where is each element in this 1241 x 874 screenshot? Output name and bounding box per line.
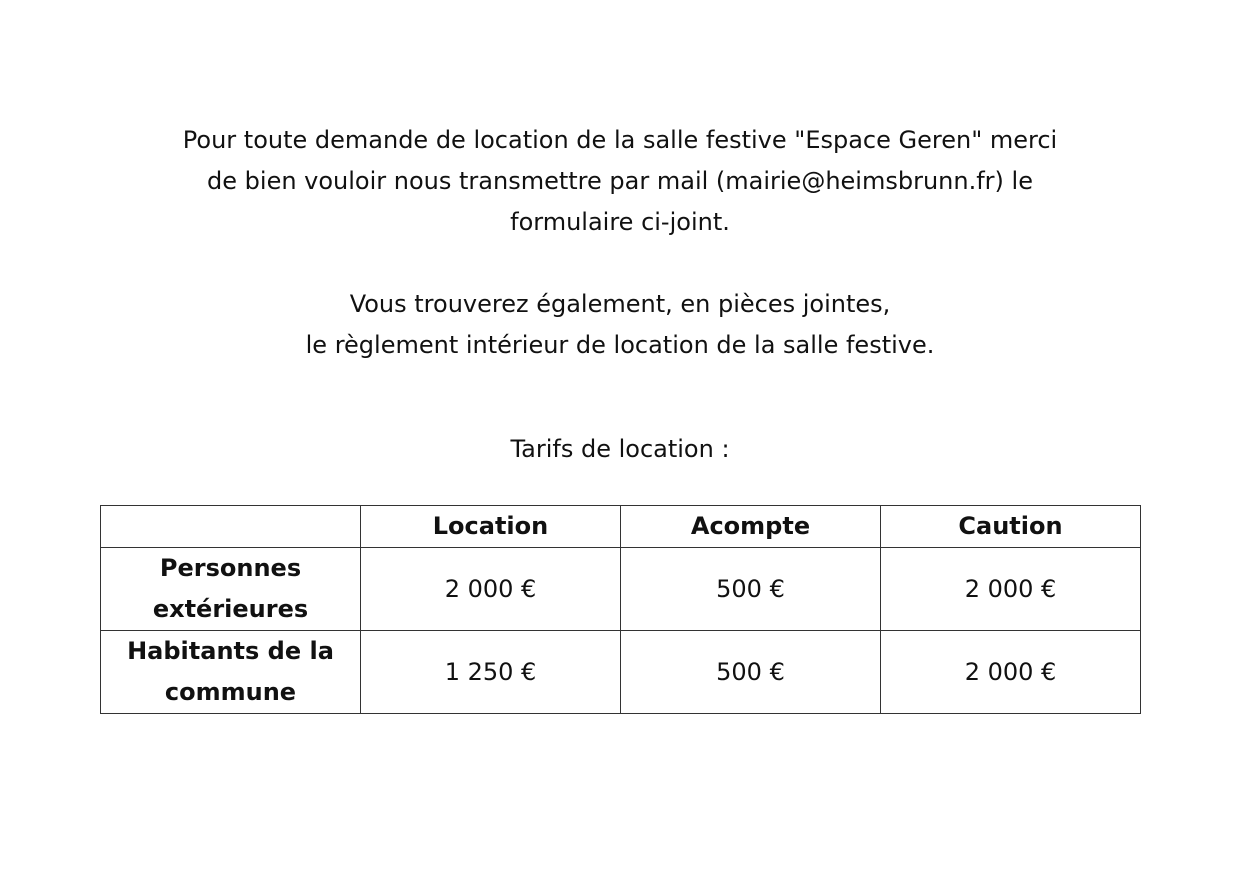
header-location: Location — [361, 506, 621, 548]
intro-line: Vous trouverez également, en pièces jointes, — [349, 290, 891, 318]
header-empty — [101, 506, 361, 548]
header-acompte: Acompte — [621, 506, 881, 548]
table-row — [101, 631, 1141, 714]
intro-line: Pour toute demande de location de la salle festive "Espace Geren" merci — [182, 126, 1058, 154]
cell-location: 1 250 € — [361, 631, 621, 714]
intro-text — [100, 120, 1140, 366]
tarifs-title: Tarifs de location : — [510, 435, 730, 463]
table-header-row — [101, 506, 1141, 548]
cell-caution: 2 000 € — [881, 548, 1141, 631]
tarifs-table — [100, 505, 1141, 714]
header-caution: Caution — [881, 506, 1141, 548]
intro-line: le règlement intérieur de location de la salle festive. — [305, 331, 935, 359]
row-label: Habitants de la commune — [101, 631, 361, 714]
row-label: Personnes extérieures — [101, 548, 361, 631]
intro-line: formulaire ci-joint. — [510, 208, 730, 236]
cell-acompte: 500 € — [621, 631, 881, 714]
cell-caution: 2 000 € — [881, 631, 1141, 714]
table-row — [101, 548, 1141, 631]
paragraph-spacer — [100, 243, 1140, 284]
intro-line: de bien vouloir nous transmettre par mail (mairie@heimsbrunn.fr) le — [207, 167, 1033, 195]
cell-location: 2 000 € — [361, 548, 621, 631]
cell-acompte: 500 € — [621, 548, 881, 631]
